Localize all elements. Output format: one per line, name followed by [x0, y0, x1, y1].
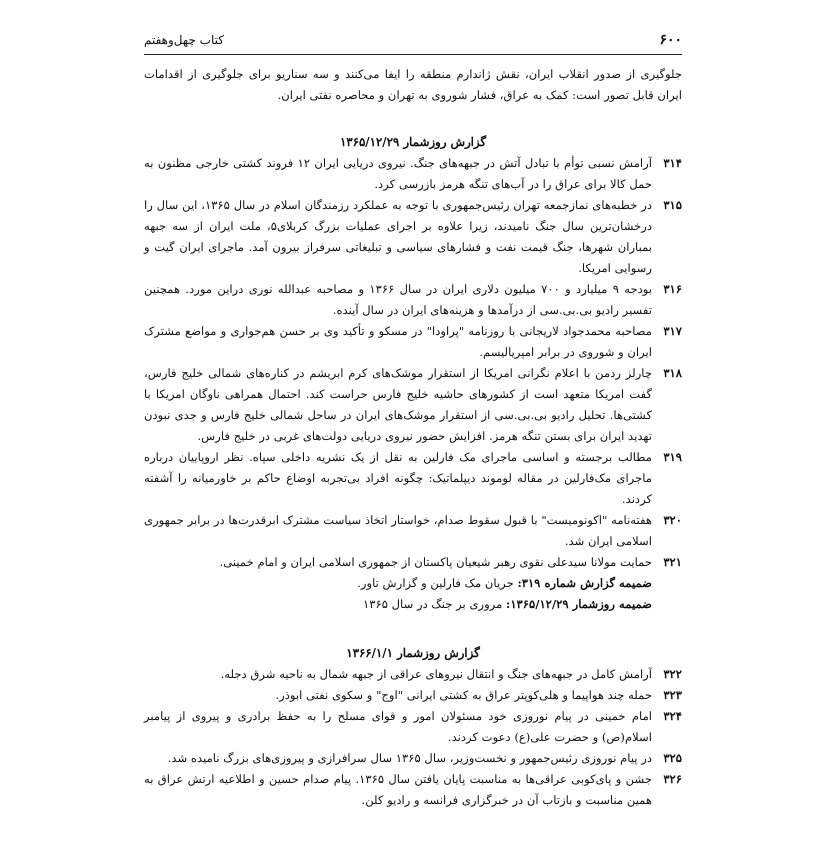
- entry-number: ۳۲۰: [663, 513, 682, 527]
- report-list: [144, 664, 682, 811]
- entry-number: ۳۱۷: [663, 324, 682, 338]
- intro-paragraph: جلوگیری از صدور انقلاب ایران، نقش ژاندارم منطقه را ایفا می‌کنند و سه سناریو برای جلوگیری از اقدامات ایران قابل تصور است: کمک به عراق، فشار شوروی به تهران و محاصره نفتی ایران.: [144, 67, 682, 102]
- annex-line: [144, 594, 682, 615]
- annex-line: [144, 573, 682, 594]
- entry-text: آرامش کامل در جبهه‌های جنگ و انتقال نیروهای عراقی از جبهه شمال به ناحیه شرق دجله.: [220, 667, 652, 681]
- report-entry: [144, 748, 682, 769]
- report-entry: [144, 321, 682, 363]
- annex-list: [144, 573, 682, 615]
- page-header: [144, 28, 682, 55]
- entry-text: در پیام نوروزی رئیس‌جمهور و نخست‌وزیر، سال ۱۳۶۵ سال سرافرازی و پیروزی‌های بزرگ نامیده شد.: [167, 751, 652, 765]
- annex-label: ضمیمه روزشمار ۱۳۶۵/۱۲/۲۹:: [506, 597, 652, 611]
- report-entry: [144, 510, 682, 552]
- entry-text: جشن و پای‌کوبی عراقی‌ها به مناسبت پایان یافتن سال ۱۳۶۵. پیام صدام حسین و اطلاعیه ارتش عراق به همین مناسبت و بازتاب آن در خبرگزاری فرانسه و رادیو کلن.: [144, 772, 652, 807]
- entry-text: مصاحبه محمدجواد لاریجانی با روزنامه "پراودا" در مسکو و تأکید وی بر حسن هم‌جواری و مواضع مشترک ایران و شوروی در برابر امپریالیسم.: [144, 324, 652, 359]
- report-entry: [144, 685, 682, 706]
- entry-text: آرامش نسبی توأم با تبادل آتش در جبهه‌های جنگ. نیروی دریایی ایران ۱۲ فروند کشتی خارجی مظنون به حمل کالا برای عراق را در آب‌های تنگه هرمز بازرسی کرد.: [144, 156, 652, 191]
- entry-text: بودجه ۹ میلیارد و ۷۰۰ میلیون دلاری ایران در سال ۱۳۶۶ و مصاحبه عبدالله نوری دراین مورد. همچنین تفسیر رادیو بی.بی.سی از درآمدها و هزینه‌های ایران در سال آینده.: [144, 282, 653, 317]
- entry-text: امام خمینی در پیام نوروزی خود مسئولان امور و قوای مسلح را به حفظ برادری و پیروی از پیامبر اسلام(ص) و حضرت علی(ع) دعوت کردند.: [144, 709, 652, 744]
- report-entry: [144, 195, 682, 279]
- report-entry: [144, 664, 682, 685]
- annex-text: جریان مک فارلین و گزارش تاور.: [357, 576, 514, 590]
- report-entry: [144, 552, 682, 573]
- report-entry: [144, 153, 682, 195]
- entry-number: ۳۲۱: [663, 555, 682, 569]
- report-entry: [144, 447, 682, 510]
- annex-label: ضمیمه گزارش شماره ۳۱۹:: [517, 576, 652, 590]
- entry-number: ۳۲۳: [663, 688, 682, 702]
- report-entry: [144, 363, 682, 447]
- entry-text: حمایت مولانا سیدعلی نقوی رهبر شیعیان پاکستان از جمهوری اسلامی ایران و امام خمینی.: [219, 555, 652, 569]
- entry-text: هفته‌نامه "اکونومیست" با قبول سقوط صدام، خواستار اتخاذ سیاست مشترک ابرقدرت‌ها در برابر جمهوری اسلامی ایران شد.: [144, 513, 652, 548]
- entry-number: ۳۲۵: [663, 751, 682, 765]
- entry-number: ۳۲۲: [663, 667, 682, 681]
- report-entry: [144, 706, 682, 748]
- entry-number: ۳۱۸: [663, 366, 682, 380]
- entry-number: ۳۲۴: [663, 709, 682, 723]
- book-title: کتاب چهل‌وهفتم: [144, 33, 224, 47]
- page-body: [144, 64, 682, 811]
- entry-number: ۳۱۶: [663, 282, 682, 296]
- entry-number: ۳۲۶: [663, 772, 682, 786]
- entry-text: چارلز ردمن با اعلام نگرانی امریکا از استقرار موشک‌های کرم ابریشم در کناره‌های شمالی خلیج فارس، گفت امریکا متعهد است از کشورهای حاشیه خلیج فارس حراست کند. احتمال همراهی ناوگان امریکا با کشتی‌ها. تحلیل رادیو بی.بی.سی از استقرار موشک‌های ایران در ساحل شمالی خلیج فارس و جدی نبودن تهدید ایران برای بستن تنگه هرمز. افزایش حضور نیروی دریایی دولت‌های غربی در خلیج فارس.: [144, 366, 652, 443]
- entry-text: مطالب برجسته و اساسی ماجرای مک فارلین به نقل از یک نشریه داخلی سپاه. نظر اروپاییان درباره ماجرای مک‌فارلین در مقاله لوموند دیپلماتیک: چگونه افراد بی‌تجربه اوضاع حاکم بر خاورمیانه را آشفته کردند.: [144, 450, 652, 506]
- report-list: [144, 153, 682, 573]
- section-title: گزارش روزشمار ۱۳۶۵/۱۲/۲۹: [339, 135, 487, 149]
- report-entry: [144, 279, 682, 321]
- report-entry: [144, 769, 682, 811]
- page-number: ۶۰۰: [659, 32, 682, 48]
- entry-text: در خطبه‌های نمازجمعه تهران رئیس‌جمهوری با توجه به عملکرد رزمندگان اسلام در سال ۱۳۶۵، این سال را درخشان‌ترین سال جنگ نامیدند، زیرا علاوه بر اجرای عملیات بزرگ کربلای۵، ملت ایران از سه جبهه بمباران شهرها، جنگ قیمت نفت و فشارهای سیاسی و تبلیغاتی سرفراز بیرون آمد. ماجرای ایران گیت و رسوایی امریکا.: [144, 198, 652, 275]
- entry-text: حمله چند هواپیما و هلی‌کوپتر عراق به کشتی ایرانی "اوج" و سکوی نفتی ابوذر.: [275, 688, 652, 702]
- entry-number: ۳۱۵: [663, 198, 682, 212]
- annex-text: مروری بر جنگ در سال ۱۳۶۵: [363, 597, 503, 611]
- entry-number: ۳۱۴: [663, 156, 682, 170]
- entry-number: ۳۱۹: [663, 450, 682, 464]
- section-title: گزارش روزشمار ۱۳۶۶/۱/۱: [346, 646, 480, 660]
